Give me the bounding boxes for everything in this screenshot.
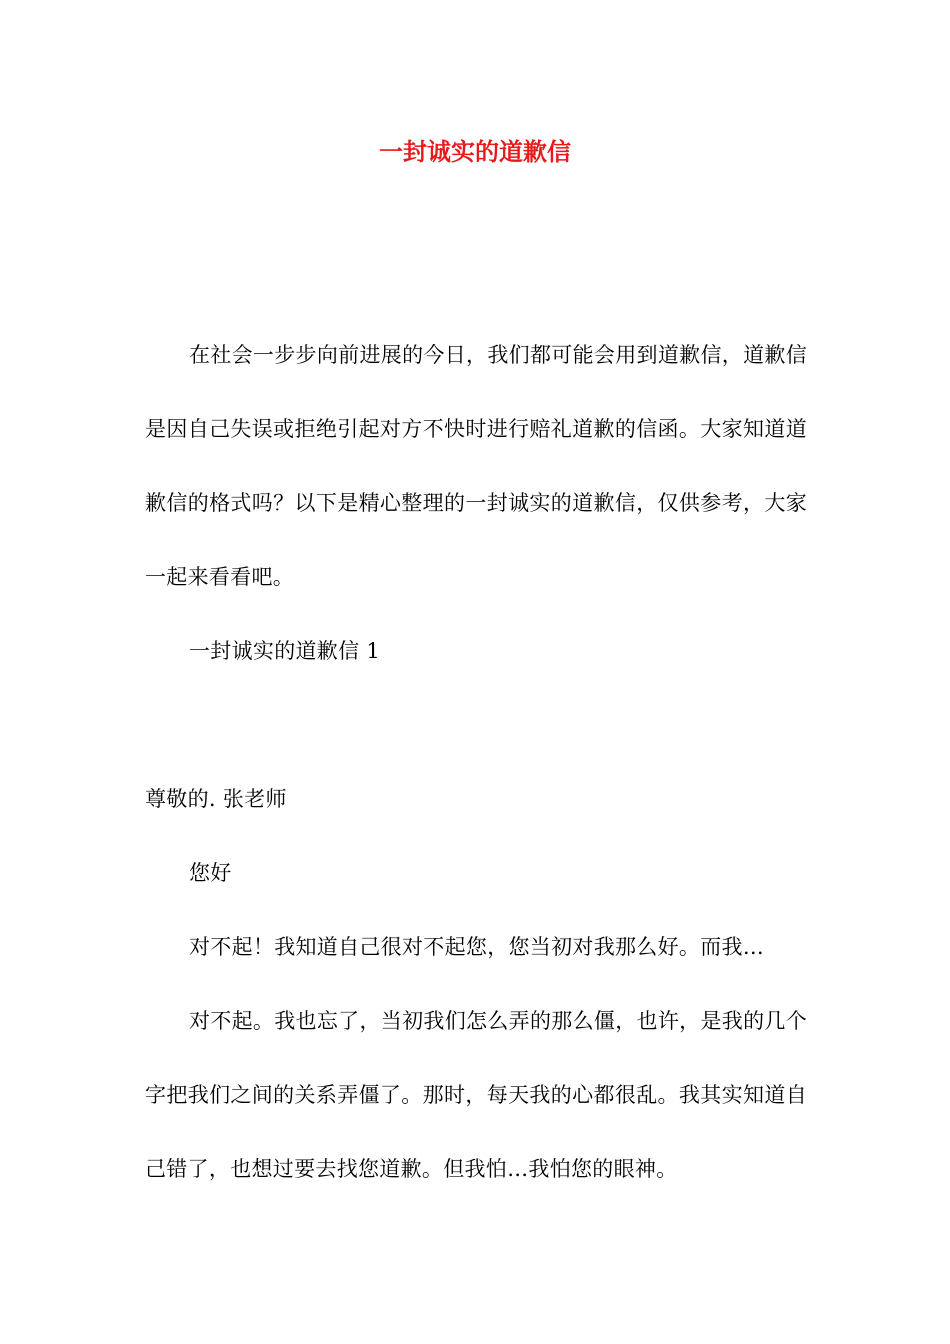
- intro-paragraph: 在社会一步步向前进展的今日，我们都可能会用到道歉信，道歉信是因自己失误或拒绝引起对方不快时进行赔礼道歉的信函。大家知道道歉信的格式吗？以下是精心整理的一封诚实的道歉信，仅供参考，大家一起来看看吧。: [145, 343, 807, 589]
- salutation: 尊敬的. 张老师: [145, 787, 287, 811]
- section-heading: 一封诚实的道歉信 1: [189, 639, 381, 663]
- greeting: 您好: [189, 861, 232, 885]
- document-body: [145, 318, 807, 1206]
- blank-line: [145, 688, 807, 762]
- document-title: 一封诚实的道歉信: [379, 137, 571, 166]
- body-paragraph-1: 对不起！我知道自己很对不起您，您当初对我那么好。而我…: [189, 935, 765, 959]
- body-paragraph-2: 对不起。我也忘了，当初我们怎么弄的那么僵，也许，是我的几个字把我们之间的关系弄僵了。那时，每天我的心都很乱。我其实知道自己错了，也想过要去找您道歉。但我怕…我怕您的眼神。: [145, 1009, 807, 1181]
